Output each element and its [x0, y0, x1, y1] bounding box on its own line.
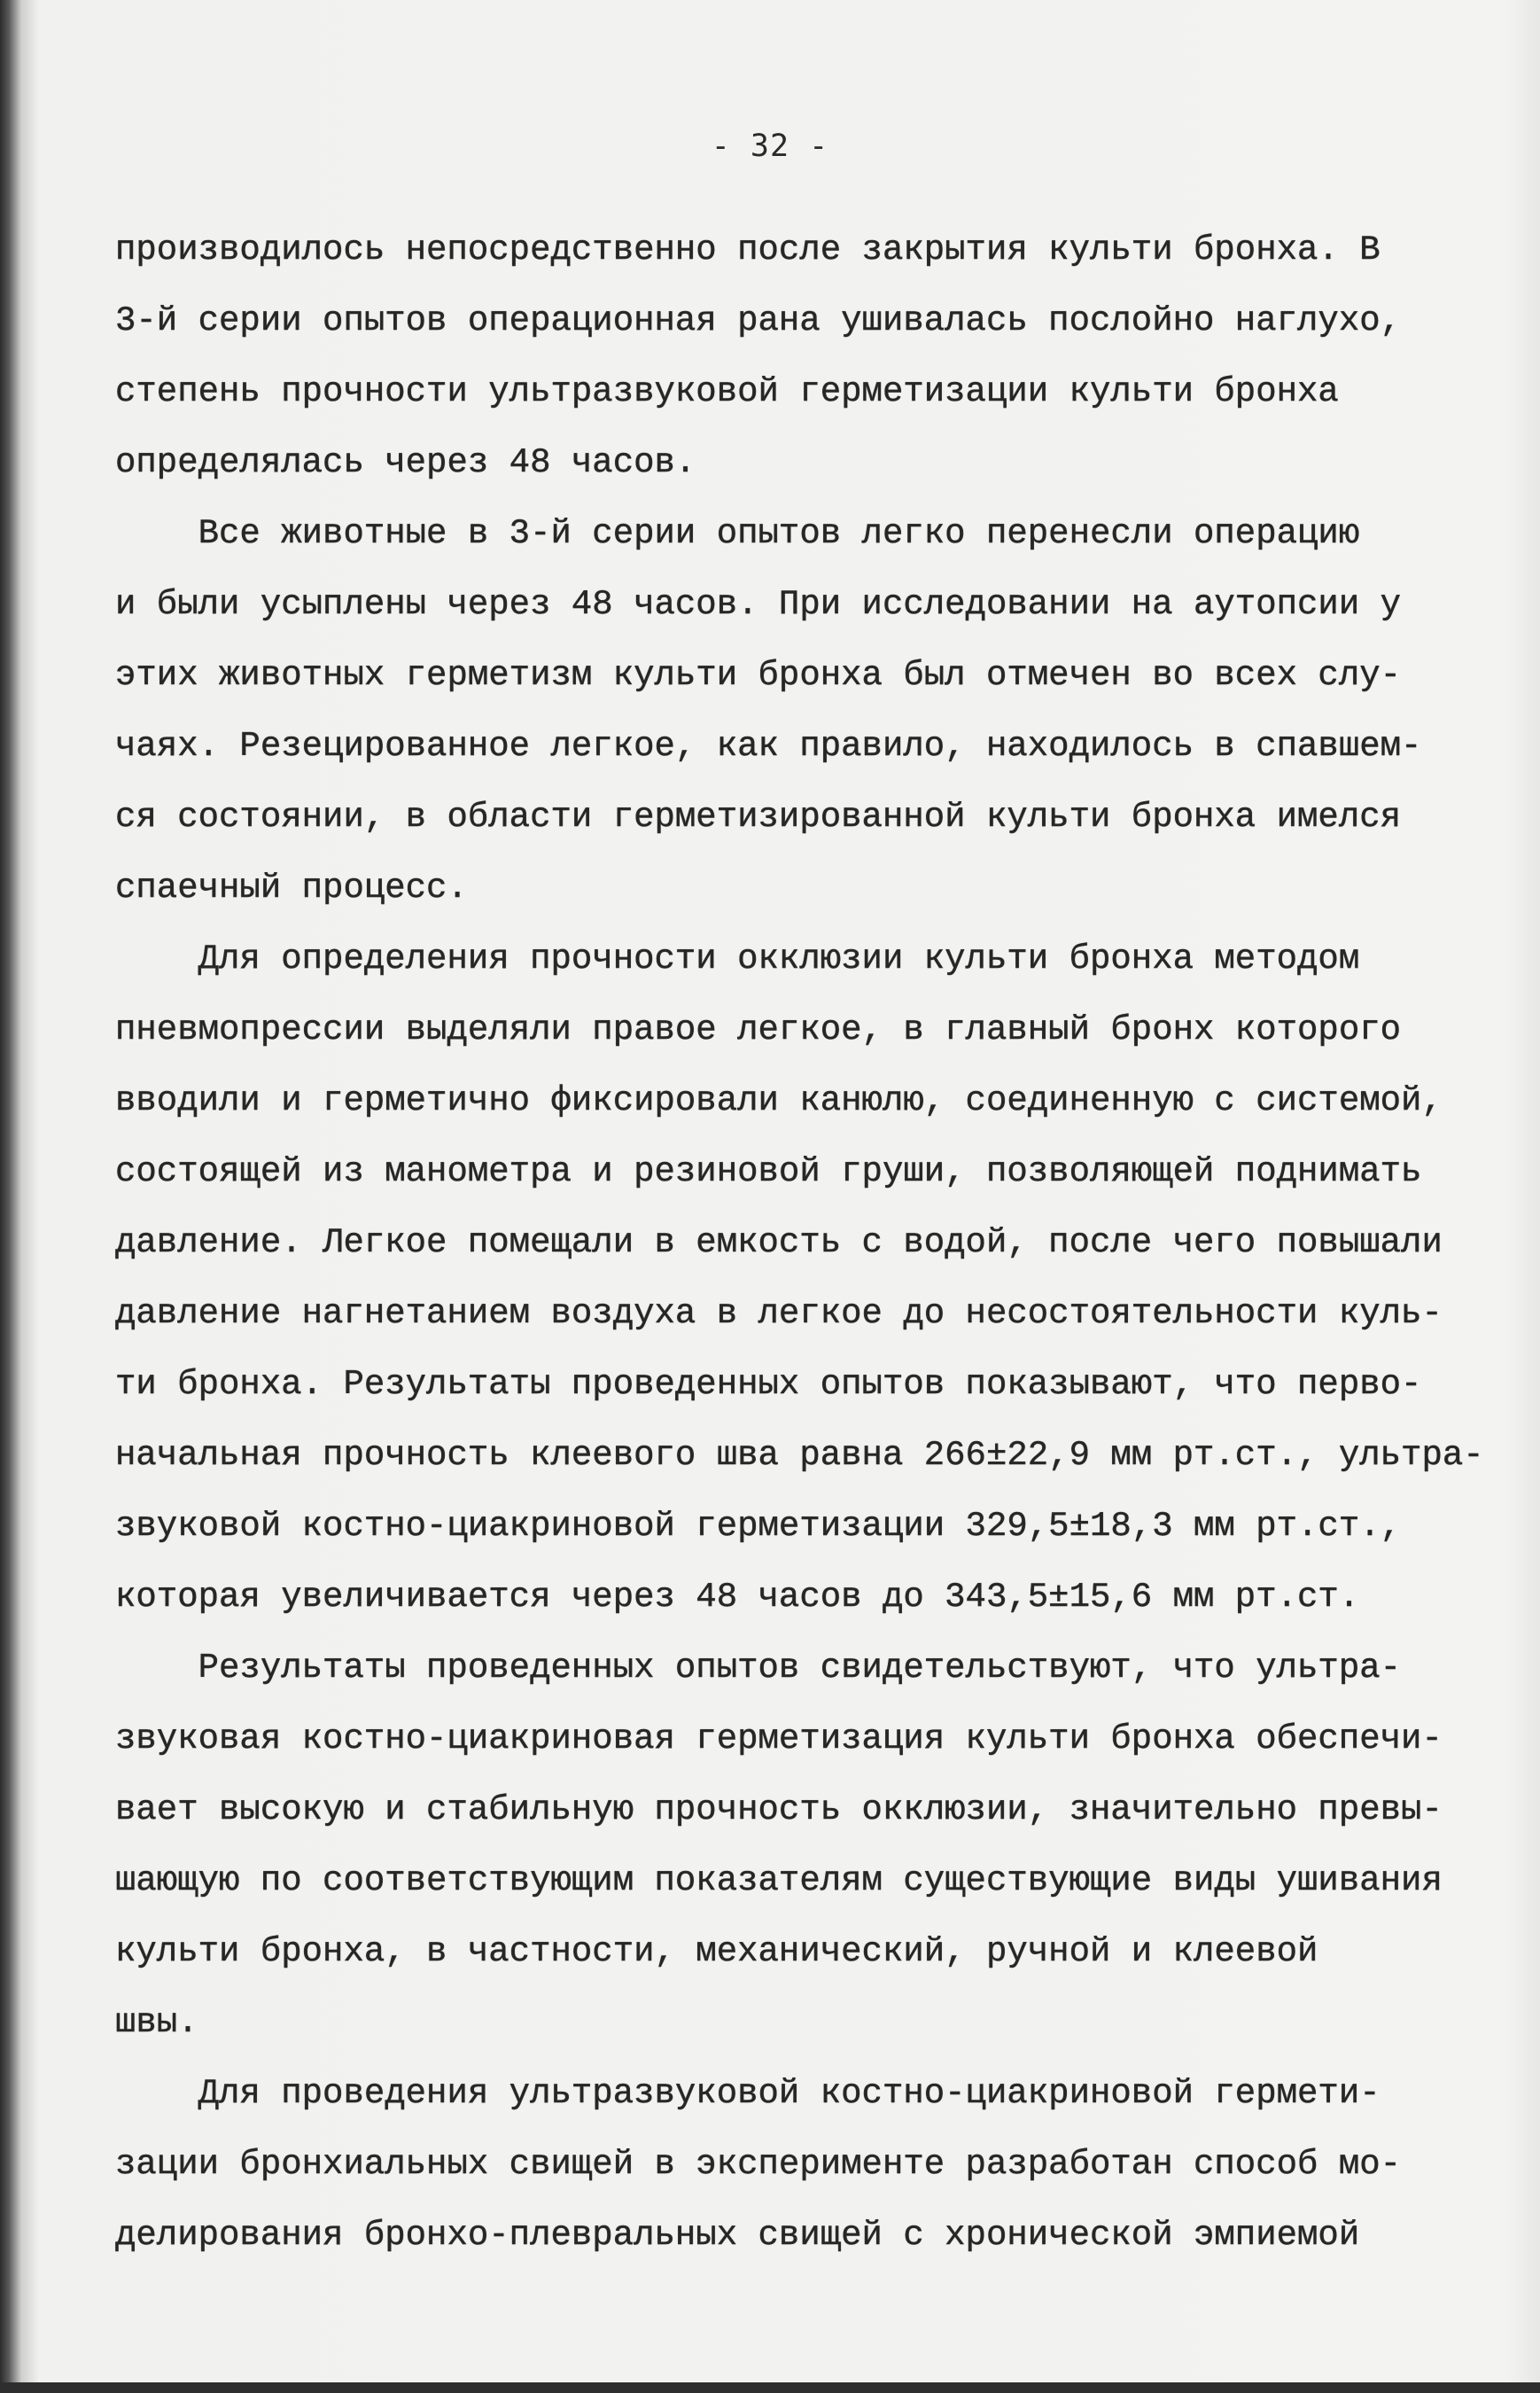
text-line: звуковой костно-циакриновой герметизации 329,5±18,3 мм рт.ст., — [115, 1507, 1402, 1546]
text-line: вводили и герметично фиксировали канюлю, соединенную с системой, — [115, 1081, 1443, 1120]
text-line: делирования бронхо-плевральных свищей с хронической эмпиемой — [115, 2216, 1360, 2255]
text-line: зации бронхиальных свищей в эксперименте разработан способ мо- — [115, 2145, 1402, 2184]
text-line: Для проведения ультразвуковой костно-циакриновой гермети- — [115, 2074, 1381, 2113]
text-line: швы. — [115, 2003, 198, 2042]
text-line: 3-й серии опытов операционная рана ушивалась послойно наглухо, — [115, 301, 1402, 340]
text-line: шающую по соответствующим показателям существующие виды ушивания — [115, 1861, 1443, 1900]
text-line: определялась через 48 часов. — [115, 443, 696, 482]
text-line: звуковая костно-циакриновая герметизация культи бронха обеспечи- — [115, 1719, 1443, 1758]
text-line: Результаты проведенных опытов свидетельствуют, что ультра- — [115, 1649, 1402, 1688]
text-line: состоящей из манометра и резиновой груши, позволяющей поднимать — [115, 1152, 1422, 1191]
text-line: которая увеличивается через 48 часов до 343,5±15,6 мм рт.ст. — [115, 1578, 1360, 1617]
text-line: пневмопрессии выделяли правое легкое, в главный бронх которого — [115, 1010, 1402, 1049]
text-line: давление. Легкое помещали в емкость с водой, после чего повышали — [115, 1223, 1443, 1262]
text-line: вает высокую и стабильную прочность окклюзии, значительно превы- — [115, 1790, 1443, 1829]
text-line: Все животные в 3-й серии опытов легко перенесли операцию — [115, 514, 1360, 553]
text-line: Для определения прочности окклюзии культи бронха методом — [115, 939, 1360, 978]
scan-edge — [0, 2382, 1540, 2393]
text-line: производилось непосредственно после закрытия культи бронха. В — [115, 230, 1381, 269]
text-line: и были усыплены через 48 часов. При исследовании на аутопсии у — [115, 585, 1402, 624]
text-line: этих животных герметизм культи бронха был отмечен во всех слу- — [115, 656, 1402, 695]
text-line: степень прочности ультразвуковой герметизации культи бронха — [115, 372, 1339, 411]
text-line: ся состоянии, в области герметизированной культи бронха имелся — [115, 798, 1402, 837]
text-line: давление нагнетанием воздуха в легкое до несостоятельности куль- — [115, 1294, 1443, 1333]
text-line: чаях. Резецированное легкое, как правило, находилось в спавшем- — [115, 727, 1422, 766]
page-number: - 32 - — [711, 129, 829, 164]
text-line: культи бронха, в частности, механический, ручной и клеевой — [115, 1932, 1318, 1971]
body-text — [115, 214, 1497, 2271]
text-line: спаечный процесс. — [115, 869, 468, 908]
text-line: ти бронха. Результаты проведенных опытов показывают, что перво- — [115, 1365, 1422, 1404]
text-line: начальная прочность клеевого шва равна 266±22,9 мм рт.ст., ультра- — [115, 1436, 1484, 1475]
